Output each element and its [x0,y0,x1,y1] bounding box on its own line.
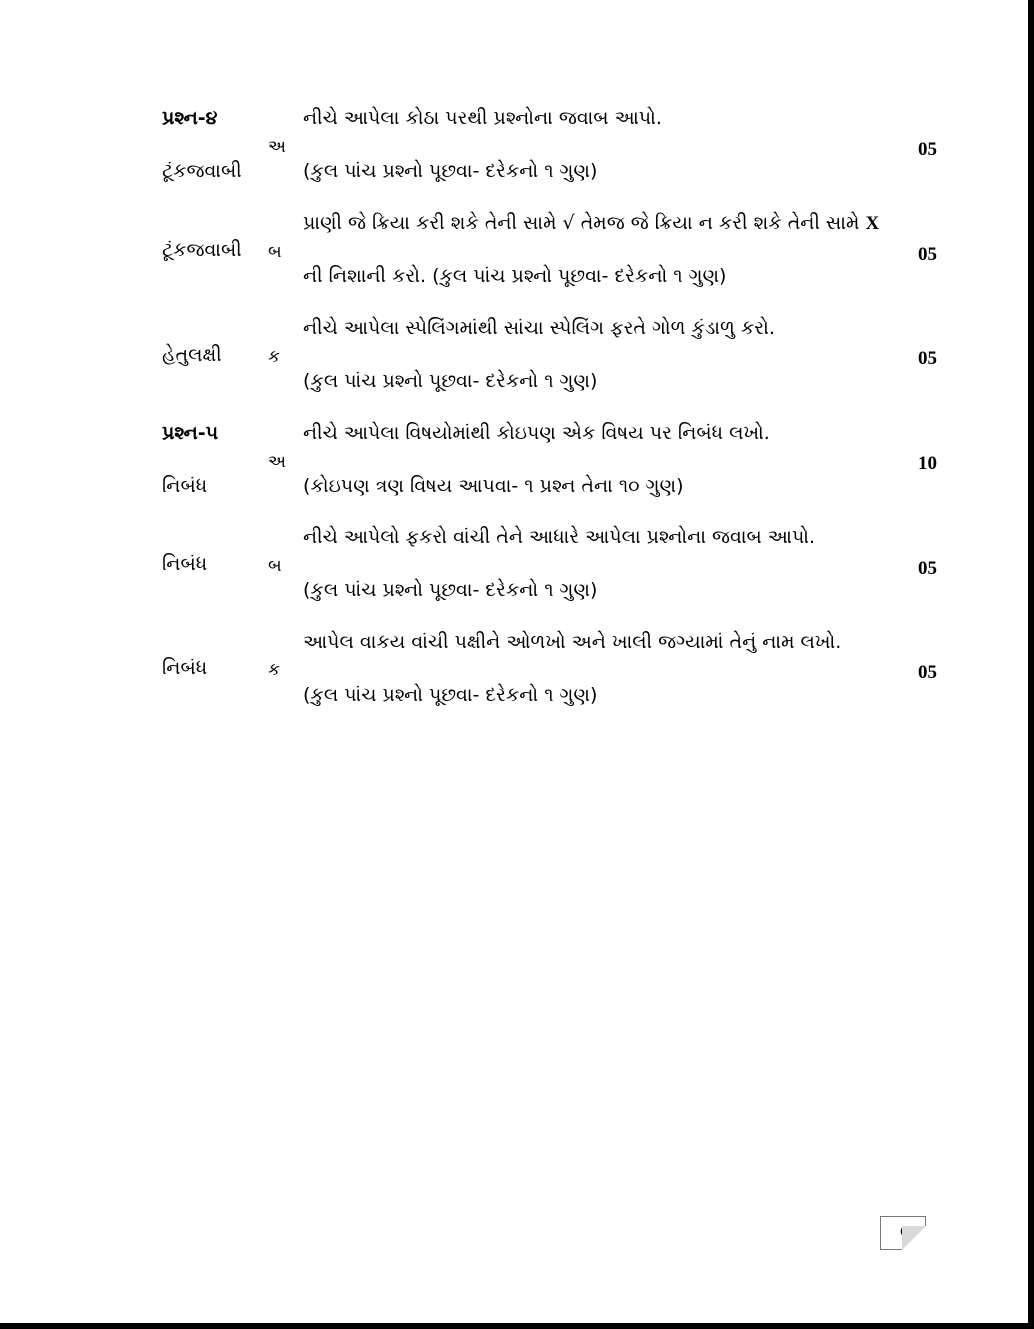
instruction-text: પ્રાણી જે ક્રિયા કરી શકે તેની સામે √ તેમજ જે ક્રિયા ન કરી શકે તેની સામે [303,212,860,234]
question-type: નિબંધ [162,475,208,497]
marks-note: (કોઇપણ ત્રણ વિષય આપવા- ૧ પ્રશ્ન તેના ૧૦ ગુણ) [303,475,684,497]
marks-value: 05 [918,139,937,160]
folded-corner [902,1226,926,1250]
instruction-line: નીચે આપેલા સ્પેલિંગમાંથી સાંચા સ્પેલિંગ ફરતે ગોળ કુંડાળુ કરો. [303,317,775,339]
marks-note: (કુલ પાંચ પ્રશ્નો પૂછવા- દરેકનો ૧ ગુણ) [303,579,598,601]
question-type: નિબંધ [162,657,208,679]
marks-value: 05 [918,244,937,265]
instruction-line: નીચે આપેલો ફકરો વાંચી તેને આધારે આપેલા પ્રશ્નોના જવાબ આપો. [303,526,816,548]
instruction-line: નીચે આપેલા વિષયોમાંથી કોઇપણ એક વિષય પર નિબંધ લખો. [303,422,770,444]
marks-note: ની નિશાની કરો. (કુલ પાંચ પ્રશ્નો પૂછવા- દરેકનો ૧ ગુણ) [303,265,727,287]
page-border-bottom [0,1323,1034,1329]
question-type: હેતુલક્ષી [162,344,222,366]
question-number: પ્રશ્ન-૫ [162,422,219,444]
page-number-box [880,1216,926,1250]
marks-value: 05 [918,348,937,369]
sub-letter: અ [268,452,286,472]
marks-note: (કુલ પાંચ પ્રશ્નો પૂછવા- દરેકનો ૧ ગુણ) [303,160,598,182]
marks-note: (કુલ પાંચ પ્રશ્નો પૂછવા- દરેકનો ૧ ગુણ) [303,684,598,706]
marks-value: 05 [918,558,937,579]
sub-letter: ક [268,347,281,367]
question-number: પ્રશ્ન-૪ [162,107,218,129]
instruction-line: આપેલ વાકય વાંચી પક્ષીને ઓળખો અને ખાલી જગ્યામાં તેનું નામ લખો. [303,631,842,653]
marks-value: 10 [918,453,937,474]
sub-letter: બ [268,556,282,576]
question-type: નિબંધ [162,553,208,575]
question-type: ટૂંકજવાબી [162,239,242,261]
cross-mark: X [865,213,880,234]
marks-note: (કુલ પાંચ પ્રશ્નો પૂછવા- દરેકનો ૧ ગુણ) [303,370,598,392]
page-border-right [1028,0,1034,1329]
question-type: ટૂંકજવાબી [162,160,242,182]
page-number: 6 [900,1224,908,1240]
marks-value: 05 [918,662,937,683]
sub-letter: બ [268,242,282,262]
instruction-line: નીચે આપેલા કોઠા પરથી પ્રશ્નોના જવાબ આપો. [303,107,662,129]
instruction-line [303,211,879,236]
sub-letter: ક [268,660,281,680]
sub-letter: અ [268,137,286,157]
